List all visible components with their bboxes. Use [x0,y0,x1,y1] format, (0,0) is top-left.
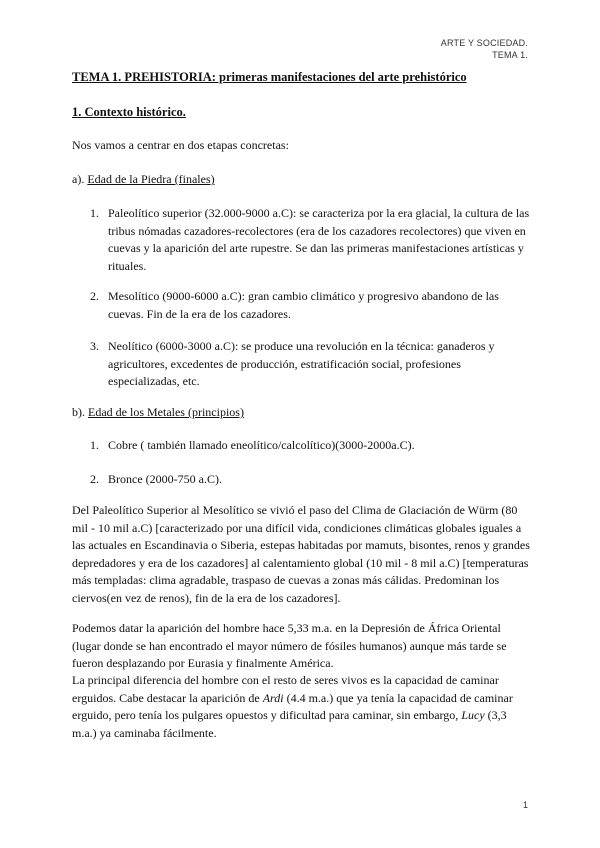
difference-paragraph [72,672,532,742]
list-item-text: Neolítico (6000-3000 a.C): se produce una revolución en la técnica: ganaderos y agricultores, excedentes de producción, estratificación social, profesiones especializadas, etc. [108,339,495,388]
list-item [90,205,530,275]
header-topic: TEMA 1. [492,50,528,60]
stage-b-prefix: b). [72,405,85,419]
header-course: ARTE Y SOCIEDAD. [440,38,528,48]
difference-text-1: La principal diferencia del hombre con el resto de seres vivos es la capacidad de caminar erguidos. Cabe destacar la aparición de [72,673,499,705]
stage-a-heading [72,172,215,187]
page-number: 1 [522,800,528,810]
section-title: 1. Contexto histórico. [72,105,186,119]
intro-paragraph: Nos vamos a centrar en dos etapas concretas: [72,138,289,152]
document-title: TEMA 1. PREHISTORIA: primeras manifestaciones del arte prehistórico [72,70,467,84]
list-item-text: Paleolítico superior (32.000-9000 a.C): se caracteriza por la era glacial, la cultura de las tribus nómadas cazadores-recolectores (era de los cazadores recolectores) que viven en cuevas y la aparición del arte rupestre. Se dan las primeras manifestaciones artísticas y rituales. [108,206,530,273]
climate-paragraph: Del Paleolítico Superior al Mesolítico se vivió el paso del Clima de Glaciación de Würm (80 mil - 10 mil a.C) [caracterizado por una difícil vida, condiciones climáticas globales iguales a las actuales en Escandinavia o Siberia, estepas habitadas por mamuts, bisontes, renos y grandes depredadores y era de los cazadores] al calentamiento global (10 mil - 8 mil a.C) [temperaturas más templadas: clima agradable, traspaso de cuevas a zonas más cálidas. Predominan los ciervos(en vez de renos), fin de la era de los cazadores]. [72,503,530,605]
list-item [90,338,530,391]
stage-a-label: Edad de la Piedra (finales) [87,172,215,186]
list-item-number: 2. [90,289,99,303]
list-item-text: Bronce (2000-750 a.C). [108,472,222,486]
list-item-number: 3. [90,339,99,353]
list-item-text: Cobre ( también llamado eneolítico/calcolítico)(3000-2000a.C). [108,438,415,452]
stage-a-prefix: a). [72,172,85,186]
page-header [441,37,528,61]
list-item-number: 1. [90,438,99,452]
stage-b-label: Edad de los Metales (principios) [88,405,244,419]
list-item [90,437,530,455]
origin-paragraph: Podemos datar la aparición del hombre hace 5,33 m.a. en la Depresión de África Oriental (lugar donde se han encontrado el mayor número de fósiles humanos) aunque más tarde se fueron desplazando por Eurasia y finalmente América. [72,621,507,670]
list-item-text: Mesolítico (9000-6000 a.C): gran cambio climático y progresivo abandono de las cuevas. Fin de la era de los cazadores. [108,289,499,321]
list-item [90,471,530,489]
list-item-number: 1. [90,206,99,220]
ardi-name: Ardi [262,690,284,705]
lucy-name: Lucy [461,708,485,722]
difference-text-3: (3,3 m.a.) ya caminaba fácilmente. [72,708,507,740]
list-item-number: 2. [90,472,99,486]
list-item [90,288,530,323]
difference-text-2: (4.4 m.a.) que ya tenía la capacidad de caminar erguido, pero tenía los pulgares opuestos y dificultad para caminar, sin embargo, [72,690,513,722]
stage-b-heading [72,405,244,420]
